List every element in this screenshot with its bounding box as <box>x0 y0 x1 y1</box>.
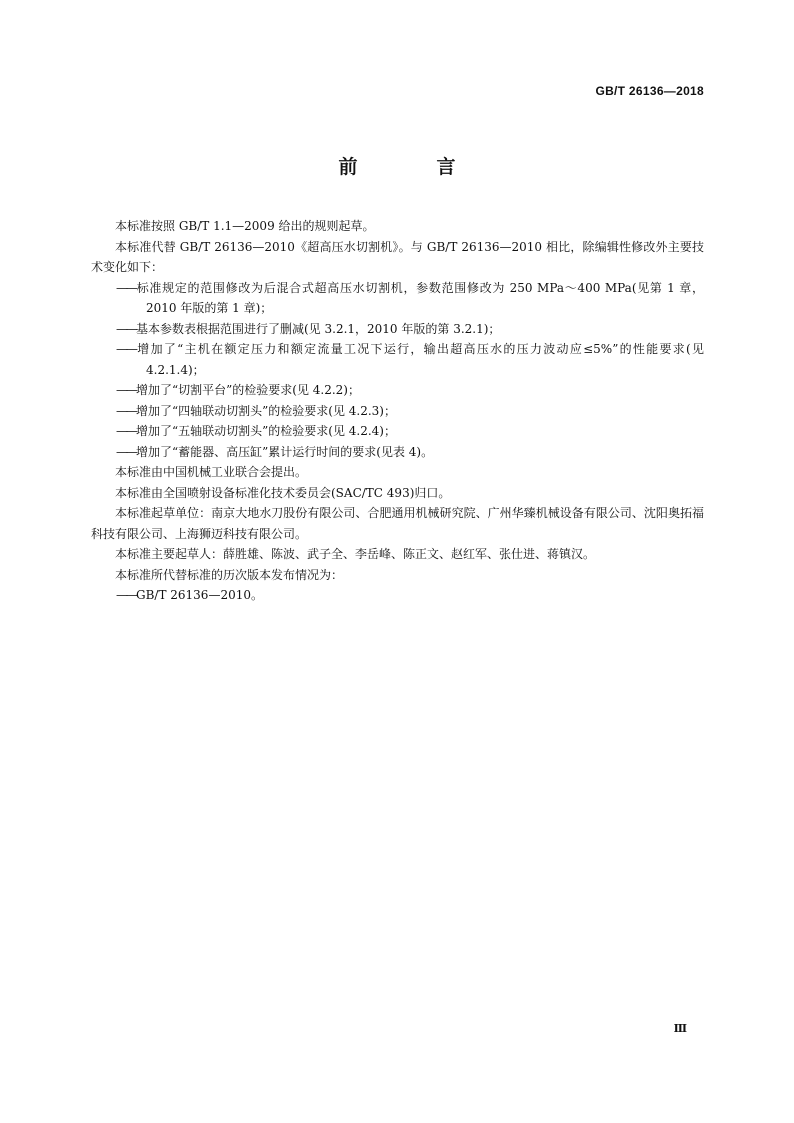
dash-mark: —— <box>116 280 136 295</box>
paragraph-replacement: 本标准代替 GB/T 26136—2010《超高压水切割机》。与 GB/T 26136—2010 相比，除编辑性修改外主要技术变化如下： <box>91 239 704 274</box>
change-item-text: 基本参数表根据范围进行了删减(见 3.2.1，2010 年版的第 3.2.1)； <box>136 321 501 336</box>
paragraph-drafting-rules: 本标准按照 GB/T 1.1—2009 给出的规则起草。 <box>115 219 375 233</box>
change-item <box>91 442 704 463</box>
dash-mark: —— <box>116 383 136 397</box>
change-item <box>91 380 704 401</box>
dash-mark: —— <box>116 588 136 602</box>
dash-mark: —— <box>116 444 136 459</box>
change-item-text: 增加了“四轴联动切割头”的检验要求(见 4.2.3)； <box>136 403 396 418</box>
page-title: 前 言 <box>338 156 486 178</box>
change-item <box>91 401 704 422</box>
paragraph-committee: 本标准由全国喷射设备标准化技术委员会(SAC/TC 493)归口。 <box>115 485 451 500</box>
change-item-text: 增加了“五轴联动切割头”的检验要求(见 4.2.4)； <box>136 424 396 438</box>
change-item <box>91 339 704 380</box>
change-item-text: 增加了“主机在额定压力和额定流量工况下运行，输出超高压水的压力波动应≤5%”的性能要求(见 4.2.1.4)； <box>136 342 704 377</box>
paragraph-history-intro: 本标准所代替标准的历次版本发布情况为： <box>115 567 344 582</box>
paragraph-drafting-units: 本标准起草单位：南京大地水刀股份有限公司、合肥通用机械研究院、广州华臻机械设备有限公司、沈阳奥拓福科技有限公司、上海狮迈科技有限公司。 <box>91 506 704 541</box>
change-item-text: 标准规定的范围修改为后混合式超高压水切割机，参数范围修改为 250 MPa～400 MPa(见第 1 章，2010 年版的第 1 章)； <box>136 280 704 315</box>
paragraph-drafters: 本标准主要起草人：薛胜雄、陈波、武子全、李岳峰、陈正文、赵红军、张仕进、蒋镇汉。 <box>115 547 596 561</box>
change-item <box>91 278 704 319</box>
change-item-text: 增加了“切割平台”的检验要求(见 4.2.2)； <box>136 383 360 397</box>
dash-mark: —— <box>116 424 136 438</box>
change-item-text: 增加了“蓄能器、高压缸”累计运行时间的要求(见表 4)。 <box>136 444 434 459</box>
dash-mark: —— <box>116 342 136 356</box>
dash-mark: —— <box>116 321 136 336</box>
page-number: Ⅲ <box>673 1022 687 1035</box>
dash-mark: —— <box>116 403 136 418</box>
change-item <box>91 421 704 442</box>
standard-code-header: GB/T 26136—2018 <box>595 84 704 98</box>
history-item <box>91 585 704 606</box>
change-item <box>91 319 704 340</box>
history-item-text: GB/T 26136—2010。 <box>136 588 263 602</box>
paragraph-proposer: 本标准由中国机械工业联合会提出。 <box>115 465 308 479</box>
foreword-body <box>91 216 704 606</box>
